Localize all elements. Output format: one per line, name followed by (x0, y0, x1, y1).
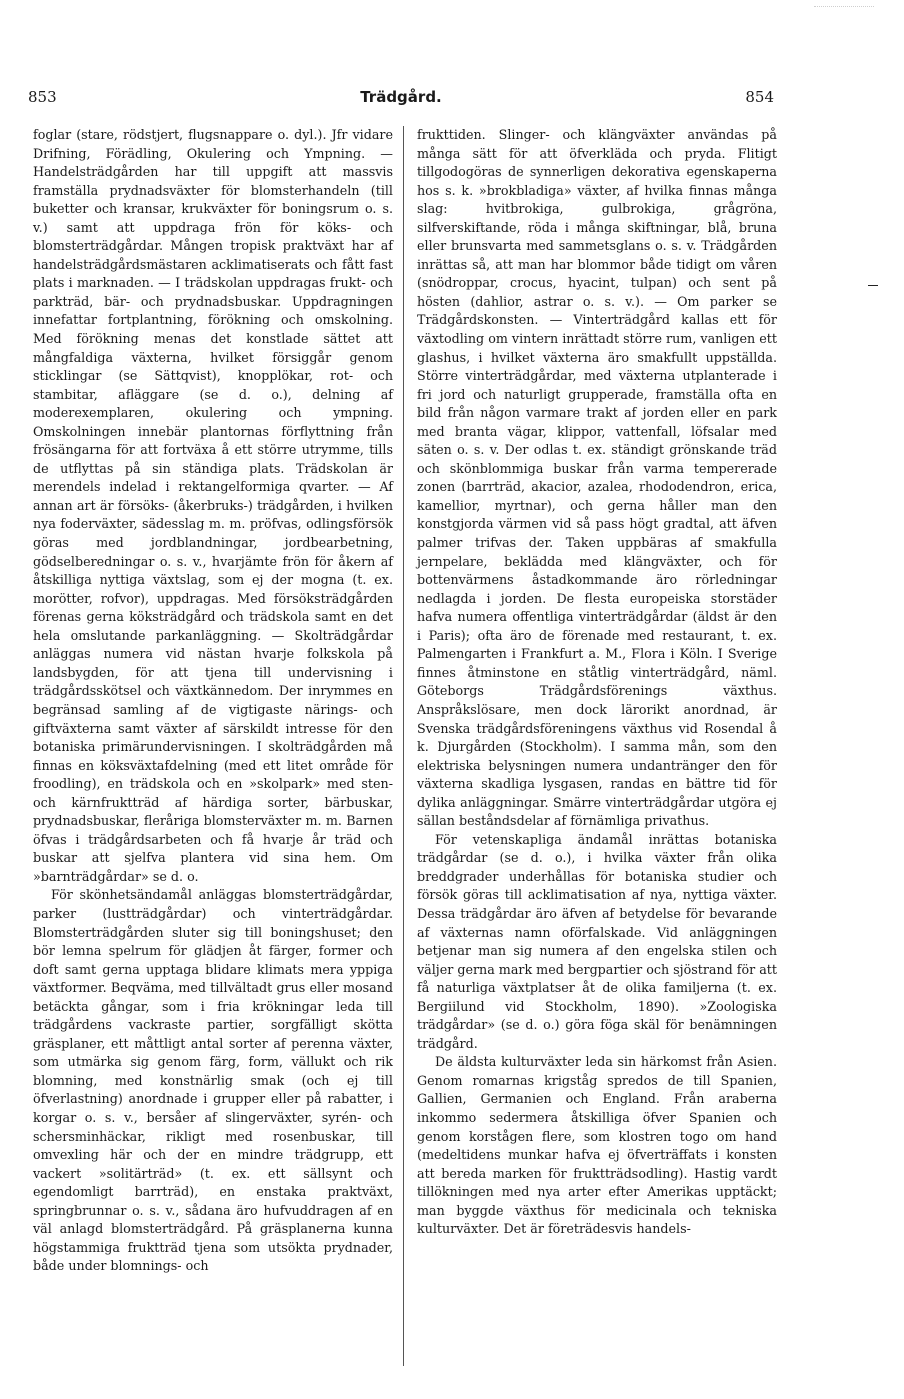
right-paragraph-3: De äldsta kulturväxter leda sin härkomst från Asien. Genom romarnas krigståg spredos de till Spanien, Gallien, Germanien och England. Från araberna inkommo sedermera åtskilliga öfver Spanien och genom korstågen flere, som klostren togo om hand (medeltidens munkar hafva ej öfverträffats i konsten att bereda marken för fruktträdsodling). Hastig vardt tillökningen med nya arter efter Amerikas upptäckt; man byggde växthus för medicinala och tekniska kulturväxter. Det är företrädesvis handels- (417, 1054, 777, 1237)
left-paragraph-1: foglar (stare, rödstjert, flugsnappare o. dyl.). Jfr vidare Drifning, Förädling, Okulering och Ympning. — Handelsträdgården har till uppgift att massvis framställa prydnadsväxter för blomsterhandeln (till buketter och kransar, krukväxter för boningsrum o. s. v.) samt att uppdraga frön för köks- och blomsterträdgårdar. Mången tropisk praktväxt har af handelsträdgårdsmästaren acklimatiserats och fått fast plats i marknaden. — I trädskolan uppdragas frukt- och parkträd, bär- och prydnadsbuskar. Uppdragningen innefattar fortplantning, förökning och omskolning. Med förökning menas det konstlade sättet att mångfaldiga växterna, hvilket försiggår genom sticklingar (se Sättqvist), knopplökar, rot- och stambitar, afläggare (se d. o.), delning af moderexemplaren, okulering och ympning. Omskolningen innebär plantornas förflyttning från frösängarna för att fortväxa å ett större utrymme, tills de utflyttas på sin ständiga plats. Trädskolan är merendels indelad i rektangelformiga qvarter. — Af annan art är försöks- (åkerbruks-) trädgården, i hvilken nya foderväxter, sädesslag m. m. pröfvas, odlingsförsök göras med jordblandningar, jordbearbetning, gödselberedningar o. s. v., hvarjämte frön för åkern af åtskilliga nyttiga växtslag, som ej der mogna (t. ex. morötter, rofvor), uppdragas. Med försöksträdgården förenas gerna köksträdgård och trädskola samt en det hela omslutande parkanläggning. — Skolträdgårdar anläggas numera vid nästan hvarje folkskola på landsbygden, för att tjena till undervisning i trädgårdsskötsel och växtkännedom. Der inrymmes en begränsad samling af de vigtigaste närings- och giftväxterna samt växter af särskildt intresse för den botaniska primärundervisningen. I skolträdgården må finnas en köksväxtafdelning (med ett litet område för froodling), en trädskola och en »skolpark» med sten- och kärnfruktträd af härdiga sorter, bärbuskar, prydnadsbuskar, fleråriga blomsterväxter m. m. Barnen öfvas i trädgårdsarbeten och få hvarje år träd och buskar att sjelfva plantera vid sina hem. Om »barnträdgårdar» se d. o. (33, 127, 393, 884)
right-paragraph-1: frukttiden. Slinger- och klängväxter användas på många sätt för att öfverkläda och pryda. Flitigt tillgodogöras de synnerligen dekorativa egenskaperna hos s. k. »brokbladiga» växter, af hvilka finnas många slag: hvitbrokiga, gulbrokiga, grågröna, silfverskiftande, röda i många skiftningar, blå, bruna eller brunsvarta med sammetsglans o. s. v. Trädgården inrättas så, att man har blommor både tidigt om våren (snödroppar, crocus, hyacint, tulpan) och sent på hösten (dahlior, astrar o. s. v.). — Om parker se Trädgårdskonsten. — Vinterträdgård kallas ett för växtodling om vintern inrättadt större rum, vanligen ett glashus, i hvilket växterna äro smakfullt uppställda. Större vinterträdgårdar, med växterna utplanterade i fri jord och naturligt grupperade, framställa ofta en bild från någon varmare trakt af jorden eller en park med branta vägar, klippor, vattenfall, löfsalar med säten o. s. v. Der odlas t. ex. ständigt grönskande träd och skönblommiga buskar från varma tempererade zonen (barrträd, akacior, azalea, rhododendron, erica, kamellior, myrtnar), och gerna håller man den konstgjorda värmen vid så pass högt gradtal, att äfven palmer trifvas der. Taken uppbäras af smakfulla jernpelare, beklädda med klängväxter, och för bottenvärmens åstadkommande äro rörledningar nedlagda i jorden. De flesta europeiska storstäder hafva numera offentliga vinterträdgårdar (äldst är den i Paris); ofta äro de förenade med restaurant, t. ex. Palmengarten i Frankfurt a. M., Flora i Köln. I Sverige finnes åtminstone en ståtlig vinterträdgård, näml. Göteborgs Trädgårdsförenings växthus. Anspråkslösare, men dock lärorikt anordnad, är Svenska trädgårdsföreningens växthus vid Rosendal å k. Djurgården (Stockholm). I samma mån, som den elektriska belysningen numera undantränger den för växterna skadliga lysgasen, randas en bättre tid för dylika anläggningar. Smärre vinterträdgårdar utgöra ej sällan beståndsdelar af förnämliga privathus. (417, 127, 777, 829)
left-paragraph-2: För skönhetsändamål anläggas blomsterträdgårdar, parker (lustträdgårdar) och vinterträdgårdar. Blomsterträdgården sluter sig till boningshuset; den bör lemna spelrum för glädjen åt färger, former och doft samt gerna upptaga blidare klimats mera yppiga växtformer. Beqväma, med tillvältadt grus eller mosand betäckta gångar, som i fria krökningar leda till trädgårdens vackraste partier, sorgfälligt skötta gräsplaner, ett måttligt antal sorter af perenna växter, som utmärka sig genom färg, form, vällukt och rik blomning, med konstnärlig smak (och ej till öfverlastning) anordnade i grupper eller på rabatter, i korgar o. s. v., bersåer af slingerväxter, syrén- och schersminhäckar, rikligt med rosenbuskar, till omvexling här och der en mindre trädgrupp, ett vackert »solitärträd» (t. ex. ett sällsynt och egendomligt barrträd), en enstaka praktväxt, springbrunnar o. s. v., sådana äro hufvuddragen af en väl anlagd blomsterträdgård. På gräsplanerna kunna högstammiga fruktträd tjena som utsökta prydnader, både under blomnings- och (33, 887, 393, 1274)
scan-mark (814, 6, 874, 7)
page-number-right: 854 (745, 88, 774, 106)
right-paragraph-2: För vetenskapliga ändamål inrättas botaniska trädgårdar (se d. o.), i hvilka växter från olika breddgrader underhållas för botaniska studier och försök göras till acklimatisation af nya, nyttiga växter. Dessa trädgårdar äro äfven af betydelse för bevarande af växternas namn oförfalskade. Vid anläggningen betjenar man sig numera af den engelska stilen och väljer gerna mark med bergpartier och sjöstrand för att få naturliga växtplatser åt de olika familjerna (t. ex. Bergiilund vid Stockholm, 1890). »Zoologiska trädgårdar» (se d. o.) göra föga skäl för benämningen trädgård. (417, 831, 777, 1051)
page-number-left: 853 (28, 88, 57, 106)
page-header (28, 88, 774, 112)
right-column (417, 126, 777, 1239)
column-divider (403, 126, 404, 1366)
margin-mark (868, 285, 878, 286)
left-column (33, 126, 393, 1276)
page-title: Trädgård. (360, 88, 442, 106)
